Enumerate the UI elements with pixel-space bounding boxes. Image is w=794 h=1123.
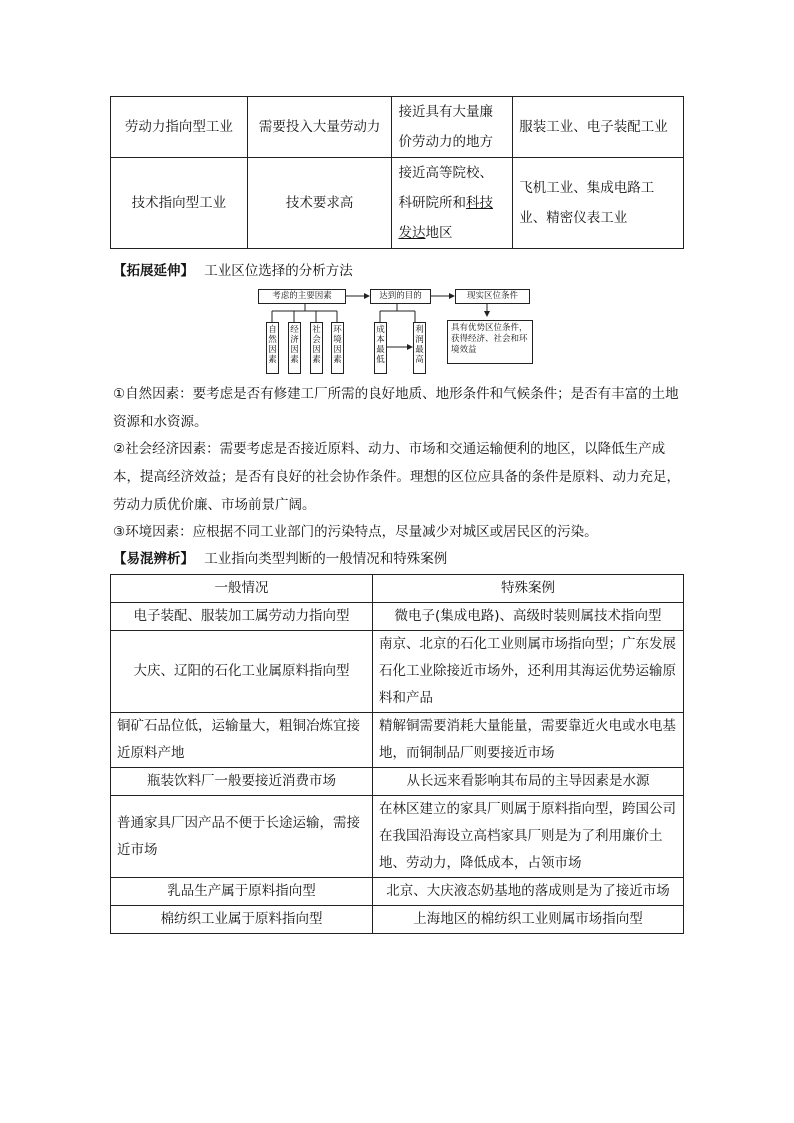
general-cell: 电子装配、服装加工属劳动力指向型 [111,603,373,631]
confusion-heading [113,550,447,568]
header-general: 一般情况 [111,575,373,603]
examples-cell: 飞机工业、集成电路工业、精密仪表工业 [513,158,684,249]
location-cell: 接近具有大量廉价劳动力的地方 [392,97,513,158]
requirement-cell [247,97,392,158]
table-row [111,603,684,631]
goal-cost-box: 成本最低 [374,322,387,374]
extension-tag: 【拓展延伸】 [113,263,194,279]
special-cell: 南京、北京的石化工业则属市场指向型；广东发展石化工业除接近市场外，还利用其海运优势运输原料和产品 [373,631,684,713]
confusion-tag: 【易混辨析】 [113,551,194,567]
table-row [111,158,684,249]
confusion-title: 工业指向类型判断的一般情况和特殊案例 [204,551,448,567]
general-cell: 棉纺织工业属于原料指向型 [111,906,373,934]
general-cell: 普通家具厂因产品不便于长途运输，需接近市场 [111,796,373,878]
factor-natural-box: 自然因素 [266,322,279,374]
table-row [111,713,684,768]
header-special: 特殊案例 [373,575,684,603]
location-text: 接近高等院校、科研院所和 [398,165,493,211]
goal-profit-box: 利润最高 [413,322,426,374]
result-box: 具有优势区位条件，获得经济、社会和环境效益 [447,320,533,364]
table-row [111,906,684,934]
table-row [111,796,684,878]
table-row [111,97,684,158]
paragraph-environment: ③环境因素：应根据不同工业部门的污染特点，尽量减少对城区或居民区的污染。 [113,524,598,540]
goal-box: 达到的目的 [370,289,431,304]
factor-social-box: 社会因素 [310,322,323,374]
location-underlined-text: 科技发达 [398,195,493,241]
location-analysis-diagram [258,289,530,377]
location-cell [392,158,513,249]
location-text-end: 地区 [425,225,453,241]
general-cell: 铜矿石品位低，运输量大，粗铜冶炼宜接近原料产地 [111,713,373,768]
requirement-text: 需要投入大量劳动力 [258,119,381,135]
factor-economic-box: 经济因素 [288,322,301,374]
factor-environment-box: 环境因素 [331,322,344,374]
extension-title: 工业区位选择的分析方法 [204,263,353,279]
main-factors-box: 考虑的主要因素 [258,289,346,304]
industry-type-cell: 劳动力指向型工业 [111,97,248,158]
confusion-table [110,574,684,934]
table-row [111,878,684,906]
table-row [111,631,684,713]
industry-type-table [110,96,684,249]
special-cell: 微电子(集成电路)、高级时装则属技术指向型 [373,603,684,631]
table-row [111,768,684,796]
general-cell: 大庆、辽阳的石化工业属原料指向型 [111,631,373,713]
special-cell: 精解铜需要消耗大量能量，需要靠近火电或水电基地，而铜制品厂则要接近市场 [373,713,684,768]
special-cell: 在林区建立的家具厂则属于原料指向型，跨国公司在我国沿海设立高档家具厂则是为了利用廉价土地、劳动力，降低成本，占领市场 [373,796,684,878]
examples-cell: 服装工业、电子装配工业 [513,97,684,158]
extension-heading [113,262,353,280]
general-cell: 乳品生产属于原料指向型 [111,878,373,906]
special-cell: 上海地区的棉纺织工业则属市场指向型 [373,906,684,934]
special-cell: 从长远来看影响其布局的主导因素是水源 [373,768,684,796]
requirement-cell: 技术要求高 [247,158,392,249]
reality-box: 现实区位条件 [455,289,530,304]
paragraph-natural: ①自然因素：要考虑是否有修建工厂所需的良好地质、地形条件和气候条件；是否有丰富的土地资源和水资源。 [113,386,679,430]
paragraph-social-economic: ②社会经济因素：需要考虑是否接近原料、动力、市场和交通运输便利的地区，以降低生产成本，提高经济效益；是否有良好的社会协作条件。理想的区位应具备的条件是原料、动力充足，劳动力质优价廉、市场前景广阔。 [113,441,680,513]
table-header-row [111,575,684,603]
general-cell: 瓶装饮料厂一般要接近消费市场 [111,768,373,796]
industry-type-cell: 技术指向型工业 [111,158,248,249]
special-cell: 北京、大庆液态奶基地的落成则是为了接近市场 [373,878,684,906]
